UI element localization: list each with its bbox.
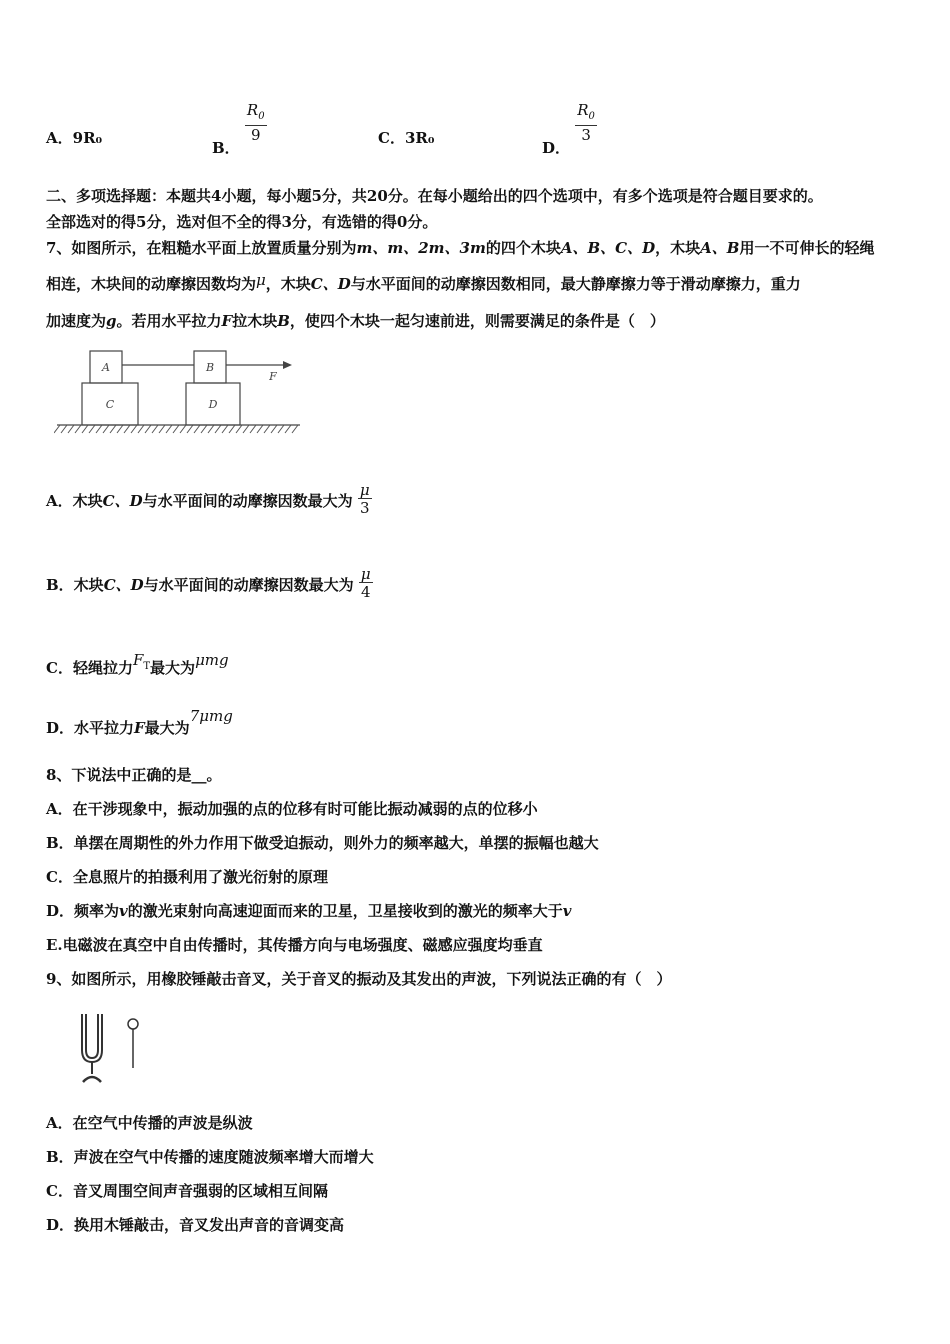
q9-option-b: B．声波在空气中传播的速度随波频率增大而增大: [46, 1148, 374, 1166]
q9-option-c: C．音叉周围空间声音强弱的区域相互间隔: [46, 1182, 328, 1200]
label-f: F: [269, 370, 277, 383]
q6-option-d: D． $\frac{R_0}{3}$: [542, 101, 595, 157]
q7-stem-line3: 加速度为g。若用水平拉力F拉木块B，使四个木块一起匀速前进，则需要满足的条件是（ ）: [46, 312, 665, 330]
ground-hatch: [82, 425, 88, 433]
q7-option-c: C．轻绳拉力$F_T$最大为μmg: [46, 651, 229, 677]
ground-hatch: [180, 425, 186, 433]
ground-hatch: [124, 425, 130, 433]
ground-hatch: [208, 425, 214, 433]
ground-hatch: [278, 425, 284, 433]
ground-hatch: [236, 425, 242, 433]
q6-option-c: C．3R₀: [378, 129, 435, 147]
q6-option-d-fraction: $\frac{R_0}{3}$: [577, 101, 595, 144]
q7-option-a: A．木块C、D与水平面间的动摩擦因数最大为 $\frac{\mu}{3}$: [46, 481, 370, 517]
ground-hatch: [173, 425, 179, 433]
q8-option-d: D．频率为v的激光束射向高速迎面而来的卫星，卫星接收到的激光的频率大于v: [46, 902, 572, 920]
q7-stem-line2: 相连，木块间的动摩擦因数均为μ，木块C、D与水平面间的动摩擦因数相同，最大静摩擦力等于滑动摩擦力，重力: [46, 271, 801, 293]
ground-hatch: [75, 425, 81, 433]
section2-line2: 全部选对的得5分，选对但不全的得3分，有选错的得0分。: [46, 213, 438, 231]
ground-hatch: [96, 425, 102, 433]
mallet: [128, 1019, 138, 1068]
ground-hatch: [229, 425, 235, 433]
section2-line1: 二、多项选择题：本题共4小题，每小题5分，共20分。在每小题给出的四个选项中，有多个选项是符合题目要求的。: [46, 187, 823, 205]
ground-hatch: [103, 425, 109, 433]
q8-option-e: E.电磁波在真空中自由传播时，其传播方向与电场强度、磁感应强度均垂直: [46, 936, 543, 954]
q7-stem-line1: 7、如图所示，在粗糙水平面上放置质量分别为m、m、2m、3m的四个木块A、B、C、D，木块A、B用一不可伸长的轻绳: [46, 239, 875, 257]
ground-hatch: [285, 425, 291, 433]
q6-option-b-fraction: $\frac{R_0}{9}$: [246, 101, 265, 144]
ground-hatch: [68, 425, 74, 433]
ground-hatch: [61, 425, 67, 433]
q7-option-a-fraction: $\frac{\mu}{3}$: [359, 481, 370, 517]
ground-hatch: [145, 425, 151, 433]
q9-stem: 9、如图所示，用橡胶锤敲击音叉，关于音叉的振动及其发出的声波，下列说法正确的有（ ）: [46, 970, 672, 988]
ground-hatch: [117, 425, 123, 433]
label-b: B: [205, 361, 215, 374]
ground-hatch: [271, 425, 277, 433]
ground-hatch: [54, 425, 60, 433]
ground-hatch: [131, 425, 137, 433]
q7-option-d: D．水平拉力F最大为7μmg: [46, 707, 233, 737]
ground-hatch: [201, 425, 207, 433]
q6-option-b: B． $\frac{R_0}{9}$: [212, 101, 265, 157]
q8-option-b: B．单摆在周期性的外力作用下做受迫振动，则外力的频率越大，单摆的振幅也越大: [46, 834, 599, 852]
label-d: D: [208, 398, 218, 411]
ground-hatch: [110, 425, 116, 433]
ground-hatch: [250, 425, 256, 433]
q9-option-d: D．换用木锤敲击，音叉发出声音的音调变高: [46, 1216, 345, 1234]
tuning-fork-base: [83, 1077, 101, 1082]
ground-hatch: [187, 425, 193, 433]
ground-hatch: [89, 425, 95, 433]
ground-hatch: [166, 425, 172, 433]
tuning-fork-figure: [74, 1010, 146, 1086]
q7-option-b: B．木块C、D与水平面间的动摩擦因数最大为 $\frac{\mu}{4}$: [46, 565, 371, 601]
ground-hatch: [264, 425, 270, 433]
ground-hatch: [292, 425, 298, 433]
q7-option-b-fraction: $\frac{\mu}{4}$: [360, 565, 371, 601]
ground-hatch: [215, 425, 221, 433]
q6-option-a: A．9R₀: [46, 129, 103, 147]
ground-hatch: [194, 425, 200, 433]
q8-stem: 8、下说法中正确的是__。: [46, 766, 222, 784]
ground-hatch: [152, 425, 158, 433]
ground-hatch: [159, 425, 165, 433]
q7-blocks-figure: [54, 345, 304, 440]
q9-option-a: A．在空气中传播的声波是纵波: [46, 1114, 253, 1132]
ground-hatch: [138, 425, 144, 433]
label-a: A: [102, 361, 110, 374]
label-c: C: [105, 398, 115, 411]
q8-option-a: A．在干涉现象中，振动加强的点的位移有时可能比振动减弱的点的位移小: [46, 800, 538, 818]
ground-hatch: [257, 425, 263, 433]
ground-hatch: [243, 425, 249, 433]
q8-option-c: C．全息照片的拍摄利用了激光衍射的原理: [46, 868, 328, 886]
ground-hatch: [222, 425, 228, 433]
